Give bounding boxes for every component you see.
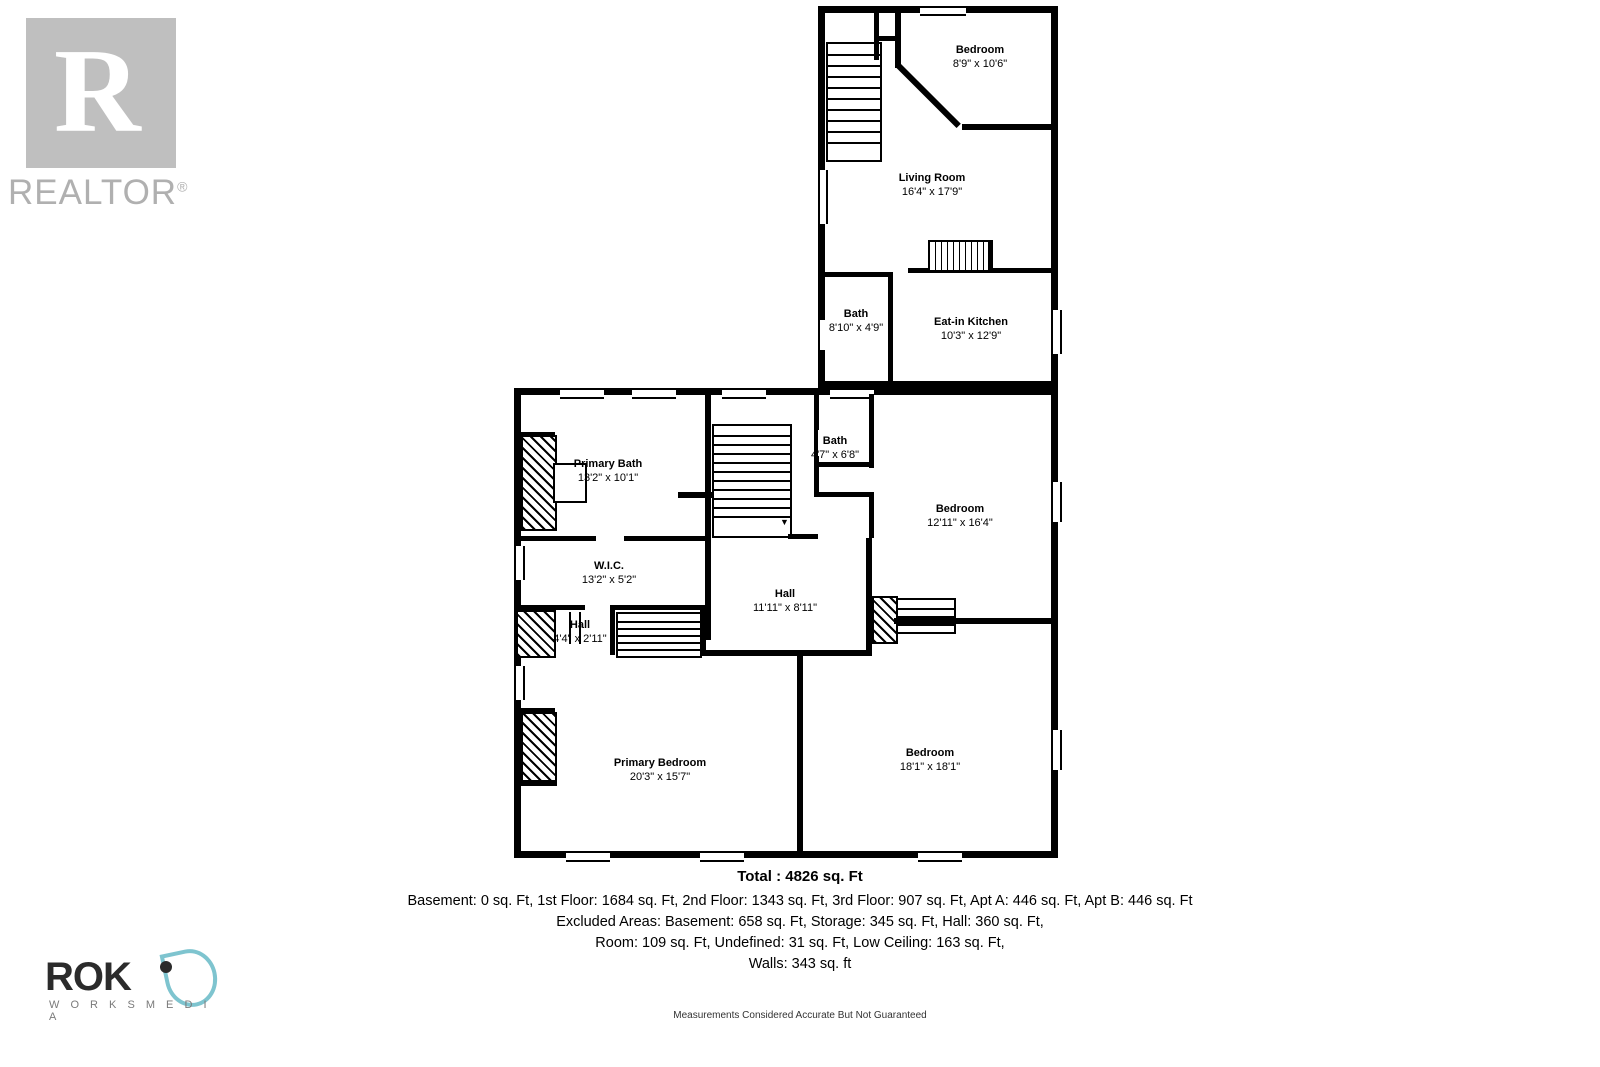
- realtor-logo-letter: R: [54, 24, 141, 157]
- rok-logo-tagline: W O R K S M E D I A: [49, 999, 211, 1023]
- wall-lower-rooms-divider: [797, 650, 803, 854]
- room-name: Living Room: [898, 172, 966, 184]
- window-main-top-4: [830, 388, 874, 399]
- window-upper-right-kitchen: [1051, 310, 1062, 354]
- room-label-hall-main: [735, 588, 835, 615]
- wall-stair-landing: [678, 492, 712, 498]
- room-name: Bath: [843, 308, 869, 320]
- room-dims: 11'11" x 8'11": [753, 601, 817, 614]
- window-main-right-1: [1051, 482, 1062, 522]
- realtor-logo-registered: ®: [177, 178, 189, 195]
- rok-logo-text: ROK: [45, 955, 131, 999]
- room-dims: 12'11" x 16'4": [927, 516, 993, 529]
- room-label-primary-bedroom: [604, 757, 716, 784]
- wall-upper-bedroom-diagonal: [896, 63, 961, 128]
- walls-area-line: Walls: 343 sq. ft: [748, 956, 852, 972]
- window-upper-bedroom-top: [920, 6, 966, 16]
- wall-main-right: [1051, 388, 1058, 858]
- fixture-primary-bedroom-closet: [521, 712, 557, 786]
- room-dims: 8'10" x 4'9": [828, 321, 884, 334]
- staircase-hall-lower: [616, 612, 702, 658]
- room-dims: 4'4" x 2'11": [553, 632, 607, 645]
- wall-bedroom-divider-top: [814, 492, 874, 497]
- opening-upper-bedroom-door: [901, 30, 906, 56]
- window-main-bottom-3: [918, 851, 962, 862]
- closet-shelves-right: [896, 598, 956, 634]
- room-label-bath: [793, 435, 877, 462]
- fixture-primary-bath-tub: [521, 435, 557, 531]
- opening-primary-bath-door: [596, 534, 624, 542]
- room-label-primary-bath: [558, 458, 658, 485]
- wall-bath-lower-right: [869, 492, 874, 538]
- area-summary: [0, 868, 1600, 975]
- wall-bedroom-right-divider: [894, 618, 1052, 624]
- excluded-areas-line-1: Excluded Areas: Basement: 658 sq. Ft, Storage: 345 sq. Ft, Hall: 360 sq. Ft,: [556, 914, 1044, 930]
- room-dims: 18'1" x 18'1": [899, 760, 961, 773]
- measurement-disclaimer: Measurements Considered Accurate But Not Guaranteed: [673, 1010, 927, 1021]
- room-dims: 16'4" x 17'9": [901, 185, 963, 198]
- window-main-left-1: [514, 546, 525, 580]
- window-upper-kitchen-counter: [928, 240, 992, 272]
- wall-upper-bath-top: [820, 272, 892, 277]
- stair-direction-arrow-main: ▼: [780, 517, 789, 527]
- wall-primary-bath-right: [705, 394, 711, 640]
- room-label-bedroom-lower: [880, 747, 980, 774]
- room-label-upper-bedroom: [930, 44, 1030, 71]
- room-label-hall-small: [538, 619, 622, 646]
- room-label-upper-living-room: [882, 172, 982, 199]
- window-main-left-2: [514, 666, 525, 700]
- wall-hall-left-lower: [700, 605, 706, 655]
- room-label-upper-kitchen: [916, 316, 1026, 343]
- room-name: Primary Bedroom: [613, 757, 707, 769]
- window-main-top-3: [722, 388, 766, 399]
- rok-works-media-watermark: [45, 955, 225, 1025]
- room-name: Bath: [822, 435, 848, 447]
- window-main-bottom-1: [566, 851, 610, 862]
- room-name: Hall: [569, 619, 591, 631]
- excluded-areas-line-2: Room: 109 sq. Ft, Undefined: 31 sq. Ft, Low Ceiling: 163 sq. Ft,: [595, 935, 1005, 951]
- window-main-top-2: [632, 388, 676, 399]
- wall-upper-bottom: [818, 381, 1058, 388]
- wall-hall-bottom: [700, 650, 872, 656]
- window-upper-left: [818, 170, 828, 224]
- floor-breakdown-line: Basement: 0 sq. Ft, 1st Floor: 1684 sq. Ft, 2nd Floor: 1343 sq. Ft, 3rd Floor: 907 sq. Ft, Apt A: 446 sq. Ft, Apt B: 446 sq. Ft: [407, 893, 1193, 909]
- total-area: Total : 4826 sq. Ft: [737, 868, 863, 885]
- room-label-upper-bath: [806, 308, 906, 335]
- wall-bath-bottom: [814, 462, 874, 467]
- room-name: Primary Bath: [573, 458, 643, 470]
- wall-upper-kitchen-counter-edge: [988, 240, 993, 271]
- realtor-logo-word: REALTOR: [8, 173, 178, 212]
- room-name: Bedroom: [955, 44, 1005, 56]
- wall-hall-top: [788, 534, 818, 539]
- window-main-bottom-2: [700, 851, 744, 862]
- room-name: Eat-in Kitchen: [934, 316, 1008, 328]
- room-dims: 10'3" x 12'9": [940, 329, 1002, 342]
- room-name: Hall: [774, 588, 796, 600]
- room-label-wic: [559, 560, 659, 587]
- room-dims: 20'3" x 15'7": [629, 770, 691, 783]
- rok-logo-dot-icon: [160, 961, 172, 973]
- room-name: W.I.C.: [594, 560, 624, 572]
- wall-primary-bedroom-closet-top: [521, 708, 555, 713]
- staircase-upper: [826, 42, 882, 162]
- room-name: Bedroom: [935, 503, 985, 515]
- wall-primary-bath-niche: [521, 432, 555, 437]
- window-main-right-2: [1051, 730, 1062, 770]
- room-dims: 13'2" x 5'2": [581, 573, 637, 586]
- room-label-bedroom-right: [910, 503, 1010, 530]
- wall-upper-bedroom-bottom: [962, 124, 1058, 130]
- room-dims: 13'2" x 10'1": [577, 471, 639, 484]
- room-name: Bedroom: [905, 747, 955, 759]
- wall-upper-stair-head: [874, 36, 898, 41]
- window-main-top-1: [560, 388, 604, 399]
- room-dims: 4'7" x 6'8": [810, 448, 860, 461]
- wall-primary-bedroom-closet-bottom: [521, 780, 555, 785]
- wall-wic-bottom-2: [614, 605, 711, 610]
- room-dims: 8'9" x 10'6": [952, 57, 1008, 70]
